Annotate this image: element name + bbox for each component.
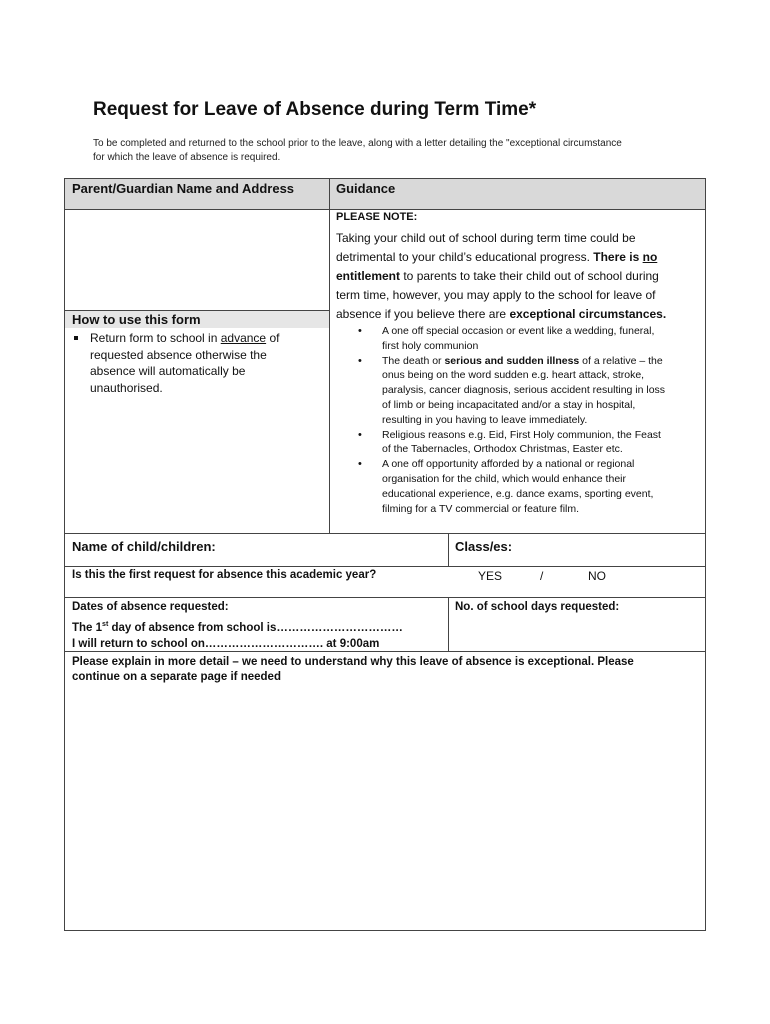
how-to-list [72,330,326,396]
bullet-icon: • [358,325,362,337]
bullet-icon: • [358,354,362,367]
days-divider [448,597,449,652]
return-date-line[interactable]: I will return to school on…………………………. at 9:00am [72,638,380,650]
child-name-label: Name of child/children: [72,539,216,554]
list-item: • A one off special occasion or event like a wedding, funeral, first holy communion [358,325,655,352]
bullet-icon: • [358,458,362,471]
yes-option[interactable]: YES [478,569,503,583]
class-divider [448,533,449,567]
guidance-bottom-divider [64,533,706,534]
parent-guardian-field[interactable] [65,210,329,310]
list-item: • The death or serious and sudden illness of a relative – the onus being on the word sudden e.g. heart attack, stroke, paralysis, cancer diagnosis, serious accident resulting in loss of limb or being incapacitated and/or a stay in hospital, resulting in you having to leave immediately. [358,354,666,426]
list-item: • Religious reasons e.g. Eid, First Holy communion, the Feast of the Tabernacles, Orthodox Christmas, Easter etc. [358,428,661,456]
class-label: Class/es: [455,539,513,554]
first-request-divider [64,597,706,598]
please-note-heading: PLEASE NOTE: [336,211,418,223]
school-days-label: No. of school days requested: [455,601,620,613]
how-to-title: How to use this form [72,312,201,327]
intro-text: To be completed and returned to the school prior to the leave, along with a letter detailing the "exceptional circumstance for which the leave of absence is required. [93,138,622,163]
exceptional-circumstances-list [356,324,700,516]
parent-guardian-header: Parent/Guardian Name and Address [72,181,295,196]
column-divider [329,178,330,534]
list-item: • A one off opportunity afforded by a national or regional organisation for the child, which would enhance their educational experience, e.g. dance exams, sporting event, filming for a TV commercial or feature film. [358,458,654,515]
bullet-icon: • [358,428,362,441]
yes-no-separator: / [540,569,544,583]
no-option[interactable]: NO [588,569,606,583]
explanation-field[interactable] [65,690,705,928]
guidance-paragraph: Taking your child out of school during term time could be detrimental to your child’s educational progress. There is no entitlement to parents to take their child out of school during term time, however, you may apply to the school for leave of absence if you believe there are exceptional circumstances. [336,231,667,321]
guidance-header: Guidance [336,181,396,196]
list-item: Return form to school in advance of requested absence otherwise the absence will automatically be unauthorised. [72,330,326,396]
dates-row-divider [64,651,706,652]
form-title: Request for Leave of Absence during Term Time* [93,99,537,120]
bullet-square-icon [74,336,78,340]
school-days-field[interactable] [455,618,703,650]
class-field[interactable] [520,535,704,565]
child-name-field[interactable] [210,535,446,565]
name-row-divider [64,566,706,567]
dates-label: Dates of absence requested: [72,601,229,613]
explain-label: Please explain in more detail – we need to understand why this leave of absence is exceptional. Please continue on a separate page if needed [72,656,634,683]
first-day-line[interactable]: The 1st day of absence from school is…………………………… [72,621,403,634]
first-request-question: Is this the first request for absence this academic year? [72,569,377,581]
